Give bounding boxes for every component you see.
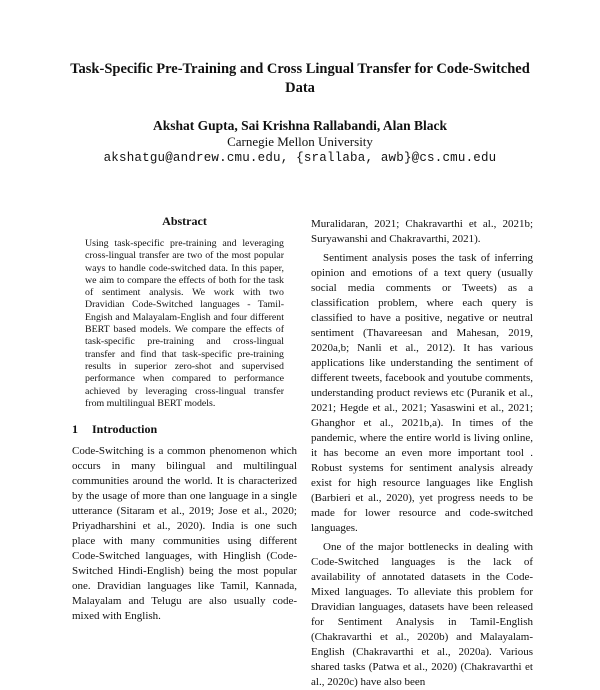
section-number: 1 <box>72 422 78 437</box>
abstract-heading: Abstract <box>162 214 207 228</box>
left-column <box>72 214 297 624</box>
intro-continuation: Muralidaran, 2021; Chakravarthi et al., 2021b; Suryawanshi and Chakravarthi, 2021). <box>311 218 533 245</box>
right-column <box>311 217 533 690</box>
author-names: Akshat Gupta, Sai Krishna Rallabandi, Alan Black <box>152 118 448 133</box>
affiliation: Carnegie Mellon University <box>227 134 373 149</box>
intro-paragraph-2: Sentiment analysis poses the task of inferring opinion and emotions of a text query (usually social media comments or Tweets) as a classification problem, where each query is classified to have a positive, negative or neutral sentiment (Thavareesan and Mahesan, 2019, 2020a,b; Nanli et al., 2012). It has various applications like understanding the sentiment of different tweets, facebook and youtube comments, understanding product reviews etc (Puranik et al., 2021; Hegde et al., 2021; Yasaswini et al., 2021; Ghanghor et al., 2021b,a). In times of the pandemic, where the entire world is living online, it has become an even more important tool . Robust systems for sentiment analysis already exist for high resource languages like English (Barbieri et al., 2020), yet progress needs to be made for lower resource and code-switched languages. <box>311 252 533 534</box>
author-emails: akshatgu@andrew.cmu.edu, {srallaba, awb}@cs.cmu.edu <box>103 151 497 165</box>
abstract-text: Using task-specific pre-training and leveraging cross-lingual transfer are two of the most popular ways to handle code-switched data. In this paper, we aim to compare the effects of both for the task of sentiment analysis. We work with two Dravidian Code-Switched languages - Tamil-Engish and Malayalam-English and four different BERT based models. We compare the effects of task-specific pre-training and cross-lingual transfer and find that task-specific pre-training results in superior zero-shot and supervised performance when compared to performance achieved by leveraging cross-lingual transfer from multilingual BERT models. <box>85 238 284 409</box>
section-title: Introduction <box>92 422 158 437</box>
intro-paragraph-3: One of the major bottlenecks in dealing with Code-Switched languages is the lack of availability of annotated datasets in the Code-Mixed languages. To alleviate this problem for Dravidian languages, datasets have been released for Sentiment Analysis in Tamil-English (Chakravarthi et al., 2020b) and Malayalam-English (Chakravarthi et al., 2020a). Various shared tasks (Patwa et al., 2020) (Chakravarthi et al., 2020c) have also been <box>311 541 533 688</box>
intro-paragraph-1: Code-Switching is a common phenomenon which occurs in many bilingual and multilingual communities around the world. It is characterized by the usage of more than one language in a single utterance (Sitaram et al., 2019; Jose et al., 2020; Priyadharshini et al., 2020). India is one such place with many communities using different Code-Switched languages, with Hinglish (Code-Switched Hindi-English) being the most popular one. Dravidian languages like Tamil, Kannada, Malayalam and Telugu are also usually code-mixed with English. <box>72 445 297 623</box>
section-heading-introduction <box>72 422 297 437</box>
paper-title: Task-Specific Pre-Training and Cross Lingual Transfer for Code-Switched Data <box>70 61 530 96</box>
author-block <box>55 118 545 166</box>
